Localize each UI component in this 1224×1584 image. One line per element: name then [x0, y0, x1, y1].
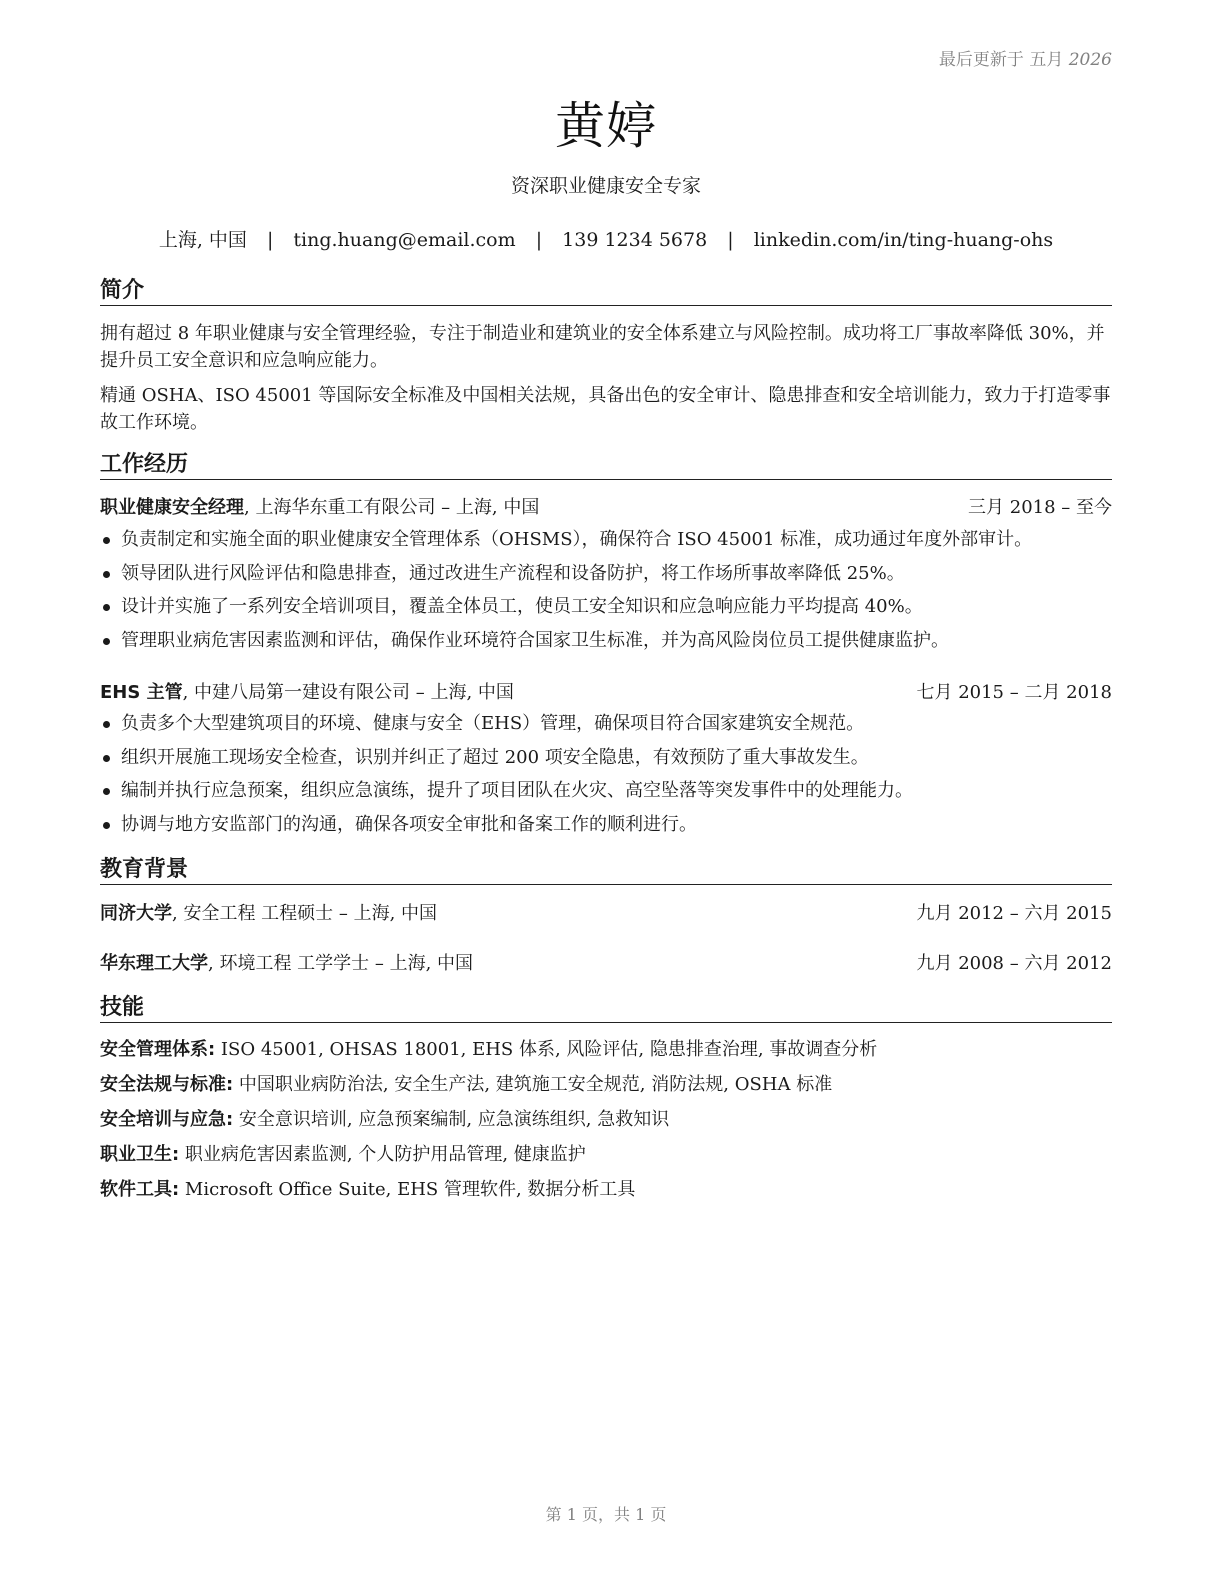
list-item: 组织开展施工现场安全检查，识别并纠正了超过 200 项安全隐患，有效预防了重大事故发生。 — [100, 746, 1112, 780]
skill-label: 安全培训与应急: — [100, 1109, 234, 1130]
job-bullets — [100, 712, 1112, 846]
list-item: 设计并实施了一系列安全培训项目，覆盖全体员工，使员工安全知识和应急响应能力平均提高 40%。 — [100, 595, 1112, 629]
skill-row — [100, 1073, 1112, 1097]
skill-label: 安全管理体系: — [100, 1039, 216, 1060]
skill-value: 安全意识培训, 应急预案编制, 应急演练组织, 急救知识 — [233, 1109, 670, 1130]
skill-row — [100, 1143, 1112, 1167]
summary-paragraph: 拥有超过 8 年职业健康与安全管理经验，专注于制造业和建筑业的安全体系建立与风险控制。成功将工厂事故率降低 30%，并提升员工安全意识和应急响应能力。 — [100, 323, 1105, 371]
last-updated — [939, 45, 1112, 70]
education-detail: , 环境工程 工学学士 – 上海, 中国 — [208, 953, 474, 974]
skill-row — [100, 1108, 1112, 1132]
skill-label: 软件工具: — [100, 1179, 180, 1200]
job-role: EHS 主管 — [100, 682, 183, 703]
contact-location: 上海, 中国 — [158, 229, 247, 251]
skill-value: ISO 45001, OHSAS 18001, EHS 体系, 风险评估, 隐患排查治理, 事故调查分析 — [215, 1039, 878, 1060]
last-updated-year: 2026 — [1068, 50, 1112, 70]
skill-row — [100, 1178, 1112, 1202]
skill-value: 中国职业病防治法, 安全生产法, 建筑施工安全规范, 消防法规, OSHA 标准 — [233, 1074, 833, 1095]
section-title-summary: 简介 — [100, 278, 1112, 306]
skill-label: 安全法规与标准: — [100, 1074, 234, 1095]
job-bullets — [100, 528, 1112, 662]
education-item — [100, 902, 1112, 926]
list-item: 管理职业病危害因素监测和评估，确保作业环境符合国家卫生标准，并为高风险岗位员工提供健康监护。 — [100, 629, 1112, 663]
section-title-experience: 工作经历 — [100, 452, 1112, 480]
education-date: 九月 2008 – 六月 2012 — [916, 953, 1112, 974]
list-item: 编制并执行应急预案，组织应急演练，提升了项目团队在火灾、高空坠落等突发事件中的处理能力。 — [100, 779, 1112, 813]
section-title-skills: 技能 — [100, 995, 1112, 1023]
candidate-headline: 资深职业健康安全专家 — [510, 175, 701, 197]
page-footer: 第 1 页，共 1 页 — [545, 1505, 667, 1524]
education-school: 华东理工大学 — [100, 953, 208, 974]
contact-separator: | — [535, 229, 543, 251]
list-item: 协调与地方安监部门的沟通，确保各项安全审批和备案工作的顺利进行。 — [100, 813, 1112, 847]
contact-separator: | — [727, 229, 734, 251]
job-date: 三月 2018 – 至今 — [968, 497, 1112, 518]
candidate-name: 黄婷 — [555, 97, 657, 155]
list-item: 负责制定和实施全面的职业健康安全管理体系（OHSMS），确保符合 ISO 45001 标准，成功通过年度外部审计。 — [100, 528, 1112, 562]
resume-page — [100, 0, 1112, 1584]
last-updated-label: 最后更新于 五月 — [938, 50, 1064, 70]
job-company: , 中建八局第一建设有限公司 – 上海, 中国 — [182, 682, 514, 703]
job-heading — [100, 496, 1112, 520]
skill-value: 职业病危害因素监测, 个人防护用品管理, 健康监护 — [179, 1144, 586, 1165]
list-item: 领导团队进行风险评估和隐患排查，通过改进生产流程和设备防护，将工作场所事故率降低 25%。 — [100, 562, 1112, 596]
skill-value: Microsoft Office Suite, EHS 管理软件, 数据分析工具 — [179, 1179, 636, 1200]
summary-paragraph: 精通 OSHA、ISO 45001 等国际安全标准及中国相关法规，具备出色的安全审计、隐患排查和安全培训能力，致力于打造零事故工作环境。 — [100, 385, 1111, 433]
education-item — [100, 952, 1112, 976]
list-item: 负责多个大型建筑项目的环境、健康与安全（EHS）管理，确保项目符合国家建筑安全规范。 — [100, 712, 1112, 746]
contact-email[interactable]: ting.huang@email.com — [293, 229, 516, 251]
job-company: , 上海华东重工有限公司 – 上海, 中国 — [244, 497, 540, 518]
skill-label: 职业卫生: — [100, 1144, 180, 1165]
skill-row — [100, 1038, 1112, 1062]
contact-phone: 139 1234 5678 — [562, 229, 708, 251]
job-date: 七月 2015 – 二月 2018 — [916, 682, 1112, 703]
education-detail: , 安全工程 工程硕士 – 上海, 中国 — [172, 903, 438, 924]
section-title-education: 教育背景 — [100, 857, 1112, 885]
contact-separator: | — [266, 229, 274, 251]
contact-linkedin[interactable]: linkedin.com/in/ting-huang-ohs — [753, 229, 1054, 251]
job-role: 职业健康安全经理 — [100, 497, 244, 518]
education-date: 九月 2012 – 六月 2015 — [916, 903, 1112, 924]
job-heading — [100, 681, 1112, 705]
contact-line — [100, 225, 1112, 252]
education-school: 同济大学 — [100, 903, 172, 924]
